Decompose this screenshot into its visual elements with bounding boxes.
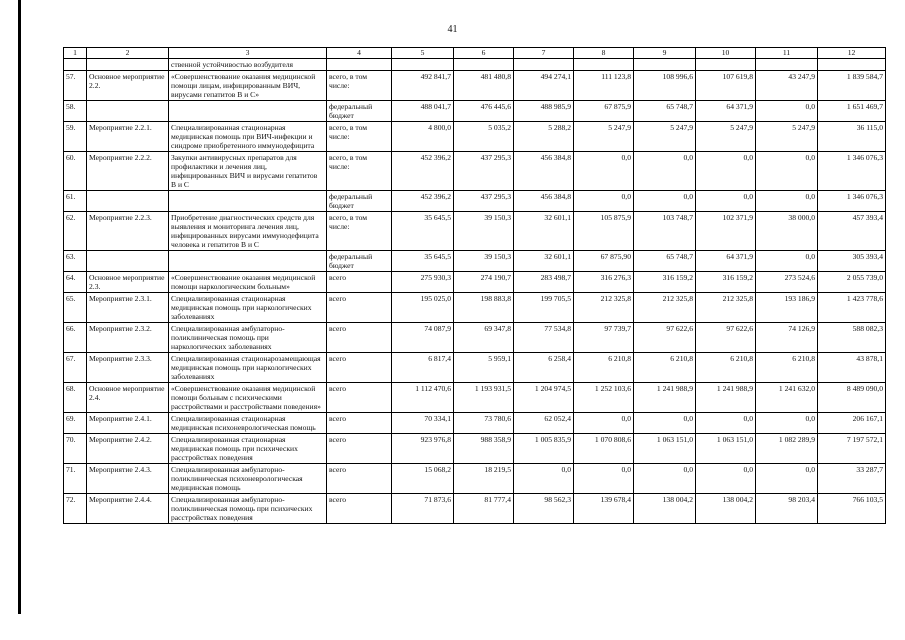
activity-name: Специализированная стационарная медицинская помощь при психических расстройствах поведения: [169, 434, 327, 464]
funding-value: 77 534,8: [514, 323, 574, 353]
funding-value: 62 052,4: [514, 413, 574, 434]
activity-type: Мероприятие 2.2.3.: [87, 212, 169, 251]
funding-value: 1 346 076,3: [818, 191, 886, 212]
funding-value: 452 396,2: [392, 152, 454, 191]
funding-value: [574, 59, 634, 71]
col-header: 5: [392, 48, 454, 59]
funding-value: 5 035,2: [454, 122, 514, 152]
table-row: [64, 413, 886, 434]
funding-value: [696, 59, 756, 71]
activity-type: Мероприятие 2.3.2.: [87, 323, 169, 353]
funding-value: 1 082 289,9: [756, 434, 818, 464]
row-number: 72.: [64, 494, 87, 524]
activity-type: Мероприятие 2.4.1.: [87, 413, 169, 434]
funding-value: 111 123,8: [574, 71, 634, 101]
activity-name: «Совершенствование оказания медицинской помощи больным с психическими расстройствами и расстройствами поведения»: [169, 383, 327, 413]
funding-value: [514, 59, 574, 71]
col-header: 8: [574, 48, 634, 59]
funding-value: 102 371,9: [696, 212, 756, 251]
funding-value: 437 295,3: [454, 191, 514, 212]
funding-source: всего, в том числе:: [327, 212, 392, 251]
funding-value: 1 193 931,5: [454, 383, 514, 413]
funding-value: 0,0: [574, 464, 634, 494]
funding-value: 1 070 808,6: [574, 434, 634, 464]
funding-value: 923 976,8: [392, 434, 454, 464]
table-row: [64, 191, 886, 212]
activity-name: Закупки антивирусных препаратов для профилактики и лечения лиц, инфицированных ВИЧ и вирусами гепатитов В и С: [169, 152, 327, 191]
funding-value: 274 190,7: [454, 272, 514, 293]
row-number: 71.: [64, 464, 87, 494]
funding-source: всего: [327, 413, 392, 434]
funding-value: 452 396,2: [392, 191, 454, 212]
funding-value: 105 875,9: [574, 212, 634, 251]
funding-value: 0,0: [696, 152, 756, 191]
funding-value: 5 247,9: [574, 122, 634, 152]
funding-value: 32 601,1: [514, 251, 574, 272]
activity-name: Специализированная стационарная медицинская помощь при ВИЧ-инфекции и синдроме приобретенного иммунодефицита: [169, 122, 327, 152]
table-row: [64, 59, 886, 71]
funding-value: 316 276,3: [574, 272, 634, 293]
funding-value: 74 126,9: [756, 323, 818, 353]
funding-value: 1 112 470,6: [392, 383, 454, 413]
funding-value: 1 204 974,5: [514, 383, 574, 413]
funding-value: 212 325,8: [634, 293, 696, 323]
funding-value: 6 210,8: [756, 353, 818, 383]
funding-value: 6 210,8: [634, 353, 696, 383]
activity-name: [169, 251, 327, 272]
funding-value: 35 645,5: [392, 251, 454, 272]
funding-value: 97 739,7: [574, 323, 634, 353]
funding-value: 0,0: [574, 152, 634, 191]
funding-value: 32 601,1: [514, 212, 574, 251]
funding-value: 316 159,2: [634, 272, 696, 293]
activity-name: «Совершенствование оказания медицинской помощи лицам, инфицированным ВИЧ, вирусами гепатитов В и С»: [169, 71, 327, 101]
row-number: 69.: [64, 413, 87, 434]
funding-value: 15 068,2: [392, 464, 454, 494]
funding-value: 18 219,5: [454, 464, 514, 494]
activity-type: Мероприятие 2.2.2.: [87, 152, 169, 191]
funding-value: 456 384,8: [514, 152, 574, 191]
table-row: [64, 464, 886, 494]
table-row: [64, 71, 886, 101]
funding-value: 65 748,7: [634, 101, 696, 122]
col-header: 10: [696, 48, 756, 59]
col-header: 7: [514, 48, 574, 59]
funding-value: 1 651 469,7: [818, 101, 886, 122]
funding-value: 283 498,7: [514, 272, 574, 293]
row-number: 61.: [64, 191, 87, 212]
table-row: [64, 383, 886, 413]
funding-value: 35 645,5: [392, 212, 454, 251]
row-number: 60.: [64, 152, 87, 191]
funding-value: 98 203,4: [756, 494, 818, 524]
table-row: [64, 323, 886, 353]
activity-name: Специализированная стационарная медицинская помощь при наркологических заболеваниях: [169, 293, 327, 323]
funding-source: федеральный бюджет: [327, 101, 392, 122]
funding-source: всего: [327, 272, 392, 293]
col-header: 12: [818, 48, 886, 59]
row-number: 62.: [64, 212, 87, 251]
activity-type: Мероприятие 2.3.1.: [87, 293, 169, 323]
funding-value: 5 959,1: [454, 353, 514, 383]
funding-value: 108 996,6: [634, 71, 696, 101]
funding-value: [392, 59, 454, 71]
funding-value: [818, 59, 886, 71]
activity-name: Специализированная стационарозамещающая медицинская помощь при наркологических заболеваниях: [169, 353, 327, 383]
funding-value: 273 524,6: [756, 272, 818, 293]
funding-value: 1 063 151,0: [634, 434, 696, 464]
activity-type: Мероприятие 2.4.3.: [87, 464, 169, 494]
program-funding-table: [63, 47, 886, 524]
funding-value: 0,0: [696, 464, 756, 494]
col-header: 9: [634, 48, 696, 59]
funding-source: всего: [327, 464, 392, 494]
funding-value: 107 619,8: [696, 71, 756, 101]
funding-source: всего: [327, 353, 392, 383]
funding-value: 1 241 988,9: [634, 383, 696, 413]
funding-source: всего: [327, 383, 392, 413]
funding-value: 0,0: [574, 191, 634, 212]
activity-name: [169, 191, 327, 212]
funding-value: 39 150,3: [454, 212, 514, 251]
funding-value: 275 930,3: [392, 272, 454, 293]
funding-value: [634, 59, 696, 71]
funding-value: 43 878,1: [818, 353, 886, 383]
activity-type: Основное мероприятие 2.2.: [87, 71, 169, 101]
funding-value: 4 800,0: [392, 122, 454, 152]
activity-name: Специализированная амбулаторно-поликлиническая помощь при психических расстройствах поведения: [169, 494, 327, 524]
funding-source: всего: [327, 323, 392, 353]
table-row: [64, 494, 886, 524]
funding-value: 1 839 584,7: [818, 71, 886, 101]
row-number: [64, 59, 87, 71]
column-number-row: [64, 48, 886, 59]
funding-value: 67 875,9: [574, 101, 634, 122]
col-header: 2: [87, 48, 169, 59]
funding-value: 0,0: [756, 152, 818, 191]
table-row: [64, 353, 886, 383]
funding-value: 64 371,9: [696, 101, 756, 122]
activity-type: [87, 101, 169, 122]
funding-value: 39 150,3: [454, 251, 514, 272]
funding-value: 437 295,3: [454, 152, 514, 191]
funding-value: 1 346 076,3: [818, 152, 886, 191]
funding-value: 0,0: [696, 191, 756, 212]
funding-value: 6 258,4: [514, 353, 574, 383]
row-number: 58.: [64, 101, 87, 122]
funding-value: 0,0: [756, 101, 818, 122]
funding-value: 5 247,9: [756, 122, 818, 152]
funding-value: 1 063 151,0: [696, 434, 756, 464]
funding-value: 494 274,1: [514, 71, 574, 101]
row-number: 57.: [64, 71, 87, 101]
funding-value: 305 393,4: [818, 251, 886, 272]
funding-value: 988 358,9: [454, 434, 514, 464]
funding-value: 212 325,8: [574, 293, 634, 323]
activity-name: [169, 101, 327, 122]
funding-value: 588 082,3: [818, 323, 886, 353]
activity-name: ственной устойчивостью возбудителя: [169, 59, 327, 71]
funding-value: 0,0: [696, 413, 756, 434]
funding-value: 138 004,2: [696, 494, 756, 524]
funding-value: 1 423 778,6: [818, 293, 886, 323]
activity-name: Специализированная стационарная медицинская психоневрологическая помощь: [169, 413, 327, 434]
funding-value: 476 445,6: [454, 101, 514, 122]
funding-value: 33 287,7: [818, 464, 886, 494]
funding-source: всего, в том числе:: [327, 152, 392, 191]
activity-type: [87, 59, 169, 71]
activity-type: [87, 191, 169, 212]
table-row: [64, 251, 886, 272]
row-number: 64.: [64, 272, 87, 293]
funding-value: 481 480,8: [454, 71, 514, 101]
table-row: [64, 212, 886, 251]
funding-value: 0,0: [756, 464, 818, 494]
funding-value: 36 115,0: [818, 122, 886, 152]
funding-value: 1 005 835,9: [514, 434, 574, 464]
funding-value: 6 817,4: [392, 353, 454, 383]
funding-value: 103 748,7: [634, 212, 696, 251]
funding-value: 492 841,7: [392, 71, 454, 101]
table-row: [64, 152, 886, 191]
funding-value: 74 087,9: [392, 323, 454, 353]
funding-value: 6 210,8: [574, 353, 634, 383]
funding-value: 1 241 632,0: [756, 383, 818, 413]
table-row: [64, 122, 886, 152]
funding-value: 193 186,9: [756, 293, 818, 323]
activity-type: Основное мероприятие 2.4.: [87, 383, 169, 413]
row-number: 66.: [64, 323, 87, 353]
col-header: 4: [327, 48, 392, 59]
funding-source: всего: [327, 494, 392, 524]
activity-type: Основное мероприятие 2.3.: [87, 272, 169, 293]
table-row: [64, 293, 886, 323]
funding-source: всего: [327, 434, 392, 464]
funding-value: 71 873,6: [392, 494, 454, 524]
row-number: 65.: [64, 293, 87, 323]
activity-name: «Совершенствование оказания медицинской помощи наркологическим больным»: [169, 272, 327, 293]
activity-name: Специализированная амбулаторно-поликлиническая психоневрологическая медицинская помощь: [169, 464, 327, 494]
funding-value: 0,0: [756, 413, 818, 434]
funding-value: 5 247,9: [634, 122, 696, 152]
funding-value: [454, 59, 514, 71]
funding-source: [327, 59, 392, 71]
funding-value: 199 705,5: [514, 293, 574, 323]
funding-source: всего, в том числе:: [327, 71, 392, 101]
funding-value: 488 985,9: [514, 101, 574, 122]
col-header: 1: [64, 48, 87, 59]
funding-value: 316 159,2: [696, 272, 756, 293]
funding-value: 457 393,4: [818, 212, 886, 251]
funding-value: 5 247,9: [696, 122, 756, 152]
funding-value: 1 241 988,9: [696, 383, 756, 413]
funding-value: 65 748,7: [634, 251, 696, 272]
funding-value: 5 288,2: [514, 122, 574, 152]
activity-type: [87, 251, 169, 272]
funding-value: 73 780,6: [454, 413, 514, 434]
funding-source: федеральный бюджет: [327, 251, 392, 272]
row-number: 59.: [64, 122, 87, 152]
page-number: 41: [447, 24, 458, 35]
funding-value: 2 055 739,0: [818, 272, 886, 293]
col-header: 6: [454, 48, 514, 59]
activity-type: Мероприятие 2.2.1.: [87, 122, 169, 152]
funding-value: 198 883,8: [454, 293, 514, 323]
funding-source: всего: [327, 293, 392, 323]
activity-type: Мероприятие 2.4.2.: [87, 434, 169, 464]
funding-value: 0,0: [756, 191, 818, 212]
col-header: 11: [756, 48, 818, 59]
funding-value: 64 371,9: [696, 251, 756, 272]
activity-name: Специализированная амбулаторно-поликлиническая помощь при наркологических заболеваниях: [169, 323, 327, 353]
funding-value: 766 103,5: [818, 494, 886, 524]
activity-type: Мероприятие 2.3.3.: [87, 353, 169, 383]
row-number: 68.: [64, 383, 87, 413]
funding-value: 43 247,9: [756, 71, 818, 101]
funding-value: 8 489 090,0: [818, 383, 886, 413]
funding-value: 97 622,6: [696, 323, 756, 353]
activity-type: Мероприятие 2.4.4.: [87, 494, 169, 524]
row-number: 67.: [64, 353, 87, 383]
funding-value: 456 384,8: [514, 191, 574, 212]
funding-value: 1 252 103,6: [574, 383, 634, 413]
activity-name: Приобретение диагностических средств для выявления и мониторинга лечения лиц, инфицированных вирусами иммунодефицита человека и гепатитов В и С: [169, 212, 327, 251]
funding-value: 67 875,90: [574, 251, 634, 272]
row-number: 63.: [64, 251, 87, 272]
funding-value: 138 004,2: [634, 494, 696, 524]
table-row: [64, 101, 886, 122]
funding-value: 69 347,8: [454, 323, 514, 353]
funding-value: 0,0: [634, 413, 696, 434]
table-row: [64, 434, 886, 464]
funding-value: 7 197 572,1: [818, 434, 886, 464]
funding-value: 98 562,3: [514, 494, 574, 524]
funding-value: 0,0: [634, 191, 696, 212]
page-left-border: [18, 0, 21, 614]
funding-value: 0,0: [634, 152, 696, 191]
funding-value: 212 325,8: [696, 293, 756, 323]
funding-value: 81 777,4: [454, 494, 514, 524]
funding-source: всего, в том числе:: [327, 122, 392, 152]
funding-value: 0,0: [634, 464, 696, 494]
funding-value: 195 025,0: [392, 293, 454, 323]
funding-value: 488 041,7: [392, 101, 454, 122]
funding-value: 97 622,6: [634, 323, 696, 353]
col-header: 3: [169, 48, 327, 59]
funding-value: 206 167,1: [818, 413, 886, 434]
funding-value: 0,0: [514, 464, 574, 494]
funding-value: 70 334,1: [392, 413, 454, 434]
funding-value: 6 210,8: [696, 353, 756, 383]
funding-source: федеральный бюджет: [327, 191, 392, 212]
funding-value: 38 000,0: [756, 212, 818, 251]
funding-value: 139 678,4: [574, 494, 634, 524]
funding-value: 0,0: [756, 251, 818, 272]
funding-value: 0,0: [574, 413, 634, 434]
funding-value: [756, 59, 818, 71]
table-row: [64, 272, 886, 293]
row-number: 70.: [64, 434, 87, 464]
